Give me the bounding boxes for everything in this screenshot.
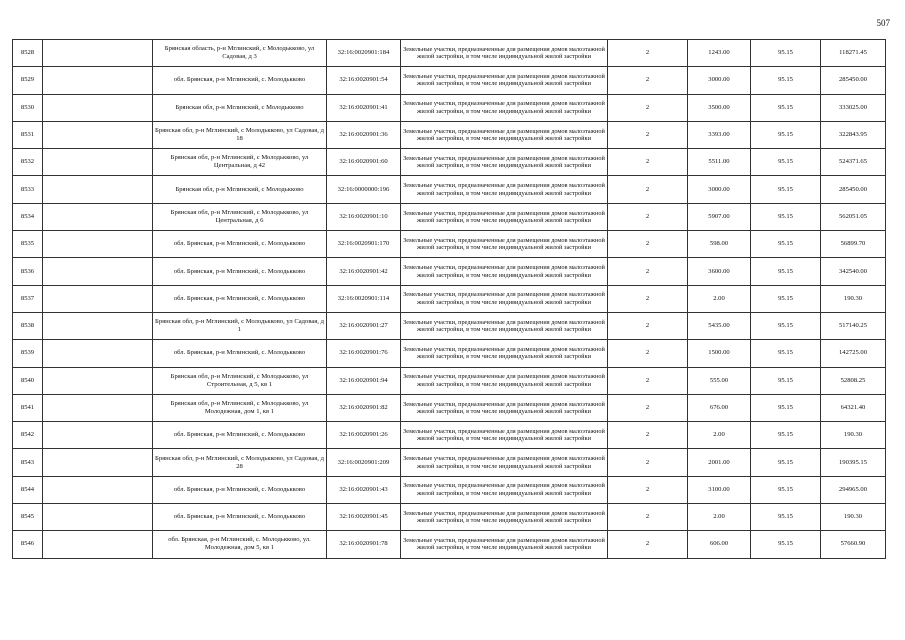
table-row xyxy=(13,340,886,367)
cadastral-number-cell: 32:16:0020901:42 xyxy=(327,258,401,285)
cadastral-number-cell: 32:16:0020901:82 xyxy=(327,394,401,421)
category-cell: 2 xyxy=(608,394,688,421)
category-cell: 2 xyxy=(608,531,688,558)
category-cell: 2 xyxy=(608,285,688,312)
cadastral-value-cell: 190.30 xyxy=(821,504,886,531)
cadastral-value-cell: 190395.15 xyxy=(821,449,886,476)
category-cell: 2 xyxy=(608,121,688,148)
area-cell: 3600.00 xyxy=(688,258,751,285)
table-row xyxy=(13,394,886,421)
address-cell: обл. Брянская, р-н Мглинский, с. Молодькково xyxy=(153,258,327,285)
blank-cell xyxy=(43,176,153,203)
row-number-cell: 8542 xyxy=(13,422,43,449)
address-cell: обл. Брянская, р-н Мглинский, с. Молодькково xyxy=(153,504,327,531)
blank-cell xyxy=(43,149,153,176)
address-cell: Брянская обл, р-н Мглинский, с Молодькково, ул Строительная, д 5, кв 1 xyxy=(153,367,327,394)
address-cell: Брянская обл, р-н Мглинский, с Молодькково, ул Садовая, д 28 xyxy=(153,449,327,476)
address-cell: обл. Брянская, р-н Мглинский, с. Молодькково xyxy=(153,476,327,503)
rate-cell: 95.15 xyxy=(751,176,821,203)
blank-cell xyxy=(43,367,153,394)
table-row xyxy=(13,121,886,148)
area-cell: 3000.00 xyxy=(688,67,751,94)
row-number-cell: 8537 xyxy=(13,285,43,312)
table-row xyxy=(13,94,886,121)
category-cell: 2 xyxy=(608,40,688,67)
cadastral-value-cell: 285450.00 xyxy=(821,67,886,94)
blank-cell xyxy=(43,422,153,449)
blank-cell xyxy=(43,449,153,476)
cadastral-number-cell: 32:16:0020901:94 xyxy=(327,367,401,394)
rate-cell: 95.15 xyxy=(751,40,821,67)
address-cell: обл. Брянская, р-н Мглинский, с. Молодькково xyxy=(153,231,327,258)
cadastral-number-cell: 32:16:0020901:78 xyxy=(327,531,401,558)
row-number-cell: 8538 xyxy=(13,312,43,339)
blank-cell xyxy=(43,312,153,339)
table-row xyxy=(13,149,886,176)
cadastral-number-cell: 32:16:0020901:41 xyxy=(327,94,401,121)
land-use-purpose-cell: Земельные участки, предназначенные для размещения домов малоэтажной жилой застройки, в том числе индивидуальной жилой застройки xyxy=(401,94,608,121)
category-cell: 2 xyxy=(608,176,688,203)
table-row xyxy=(13,422,886,449)
row-number-cell: 8539 xyxy=(13,340,43,367)
rate-cell: 95.15 xyxy=(751,531,821,558)
category-cell: 2 xyxy=(608,504,688,531)
land-use-purpose-cell: Земельные участки, предназначенные для размещения домов малоэтажной жилой застройки, в том числе индивидуальной жилой застройки xyxy=(401,285,608,312)
area-cell: 2.00 xyxy=(688,422,751,449)
table-row xyxy=(13,367,886,394)
land-use-purpose-cell: Земельные участки, предназначенные для размещения домов малоэтажной жилой застройки, в том числе индивидуальной жилой застройки xyxy=(401,203,608,230)
land-use-purpose-cell: Земельные участки, предназначенные для размещения домов малоэтажной жилой застройки, в том числе индивидуальной жилой застройки xyxy=(401,422,608,449)
row-number-cell: 8535 xyxy=(13,231,43,258)
area-cell: 2.00 xyxy=(688,285,751,312)
category-cell: 2 xyxy=(608,67,688,94)
cadastral-number-cell: 32:16:0020901:114 xyxy=(327,285,401,312)
table-row xyxy=(13,504,886,531)
blank-cell xyxy=(43,231,153,258)
row-number-cell: 8543 xyxy=(13,449,43,476)
category-cell: 2 xyxy=(608,203,688,230)
land-use-purpose-cell: Земельные участки, предназначенные для размещения домов малоэтажной жилой застройки, в том числе индивидуальной жилой застройки xyxy=(401,149,608,176)
cadastral-value-cell: 190.30 xyxy=(821,422,886,449)
table-row xyxy=(13,312,886,339)
address-cell: Брянская обл, р-н Мглинский, с Молодькково, ул Садовая, д 18 xyxy=(153,121,327,148)
row-number-cell: 8528 xyxy=(13,40,43,67)
cadastral-value-cell: 285450.00 xyxy=(821,176,886,203)
table-row xyxy=(13,176,886,203)
address-cell: Брянская обл, р-н Мглинский, с Молодькково, ул Центральная, д 6 xyxy=(153,203,327,230)
row-number-cell: 8534 xyxy=(13,203,43,230)
rate-cell: 95.15 xyxy=(751,203,821,230)
cadastral-value-cell: 64321.40 xyxy=(821,394,886,421)
row-number-cell: 8546 xyxy=(13,531,43,558)
cadastral-value-cell: 322843.95 xyxy=(821,121,886,148)
category-cell: 2 xyxy=(608,149,688,176)
rate-cell: 95.15 xyxy=(751,231,821,258)
blank-cell xyxy=(43,531,153,558)
cadastral-number-cell: 32:16:0020901:43 xyxy=(327,476,401,503)
address-cell: Брянская обл, р-н Мглинский, с Молодькково, ул Молодежная, дом 1, кв 1 xyxy=(153,394,327,421)
category-cell: 2 xyxy=(608,94,688,121)
rate-cell: 95.15 xyxy=(751,422,821,449)
table-row xyxy=(13,40,886,67)
row-number-cell: 8540 xyxy=(13,367,43,394)
row-number-cell: 8529 xyxy=(13,67,43,94)
rate-cell: 95.15 xyxy=(751,67,821,94)
cadastral-number-cell: 32:16:0020901:27 xyxy=(327,312,401,339)
rate-cell: 95.15 xyxy=(751,121,821,148)
rate-cell: 95.15 xyxy=(751,312,821,339)
table-row xyxy=(13,231,886,258)
cadastral-value-cell: 118271.45 xyxy=(821,40,886,67)
area-cell: 3000.00 xyxy=(688,176,751,203)
land-use-purpose-cell: Земельные участки, предназначенные для размещения домов малоэтажной жилой застройки, в том числе индивидуальной жилой застройки xyxy=(401,67,608,94)
land-use-purpose-cell: Земельные участки, предназначенные для размещения домов малоэтажной жилой застройки, в том числе индивидуальной жилой застройки xyxy=(401,449,608,476)
rate-cell: 95.15 xyxy=(751,149,821,176)
land-use-purpose-cell: Земельные участки, предназначенные для размещения домов малоэтажной жилой застройки, в том числе индивидуальной жилой застройки xyxy=(401,340,608,367)
address-cell: Брянская обл, р-н Мглинский, с Молодькково xyxy=(153,94,327,121)
registry-table-body xyxy=(13,40,886,559)
rate-cell: 95.15 xyxy=(751,394,821,421)
area-cell: 555.00 xyxy=(688,367,751,394)
address-cell: обл. Брянская, р-н Мглинский, с. Молодькково, ул. Молодежная, дом 5, кв 1 xyxy=(153,531,327,558)
land-use-purpose-cell: Земельные участки, предназначенные для размещения домов малоэтажной жилой застройки, в том числе индивидуальной жилой застройки xyxy=(401,176,608,203)
cadastral-value-cell: 294965.00 xyxy=(821,476,886,503)
cadastral-value-cell: 517140.25 xyxy=(821,312,886,339)
cadastral-number-cell: 32:16:0020901:45 xyxy=(327,504,401,531)
row-number-cell: 8545 xyxy=(13,504,43,531)
blank-cell xyxy=(43,285,153,312)
address-cell: Брянская обл, р-н Мглинский, с Молодькково, ул Центральная, д 42 xyxy=(153,149,327,176)
area-cell: 5511.00 xyxy=(688,149,751,176)
area-cell: 1500.00 xyxy=(688,340,751,367)
cadastral-value-cell: 562051.05 xyxy=(821,203,886,230)
area-cell: 2001.00 xyxy=(688,449,751,476)
cadastral-value-cell: 333025.00 xyxy=(821,94,886,121)
blank-cell xyxy=(43,94,153,121)
blank-cell xyxy=(43,258,153,285)
blank-cell xyxy=(43,394,153,421)
cadastral-value-cell: 57660.90 xyxy=(821,531,886,558)
category-cell: 2 xyxy=(608,367,688,394)
address-cell: обл. Брянская, р-н Мглинский, с. Молодькково xyxy=(153,67,327,94)
table-row xyxy=(13,67,886,94)
blank-cell xyxy=(43,476,153,503)
area-cell: 1243.00 xyxy=(688,40,751,67)
address-cell: Брянская обл, р-н Мглинский, с Молодькково xyxy=(153,176,327,203)
area-cell: 598.00 xyxy=(688,231,751,258)
area-cell: 5435.00 xyxy=(688,312,751,339)
table-row xyxy=(13,531,886,558)
row-number-cell: 8530 xyxy=(13,94,43,121)
land-use-purpose-cell: Земельные участки, предназначенные для размещения домов малоэтажной жилой застройки, в том числе индивидуальной жилой застройки xyxy=(401,394,608,421)
category-cell: 2 xyxy=(608,231,688,258)
category-cell: 2 xyxy=(608,476,688,503)
land-use-purpose-cell: Земельные участки, предназначенные для размещения домов малоэтажной жилой застройки, в том числе индивидуальной жилой застройки xyxy=(401,476,608,503)
area-cell: 5907.00 xyxy=(688,203,751,230)
blank-cell xyxy=(43,504,153,531)
page-number: 507 xyxy=(876,18,890,28)
cadastral-number-cell: 32:16:0020901:184 xyxy=(327,40,401,67)
land-use-purpose-cell: Земельные участки, предназначенные для размещения домов малоэтажной жилой застройки, в том числе индивидуальной жилой застройки xyxy=(401,312,608,339)
category-cell: 2 xyxy=(608,422,688,449)
table-row xyxy=(13,258,886,285)
row-number-cell: 8531 xyxy=(13,121,43,148)
rate-cell: 95.15 xyxy=(751,285,821,312)
cadastral-value-cell: 190.30 xyxy=(821,285,886,312)
rate-cell: 95.15 xyxy=(751,449,821,476)
rate-cell: 95.15 xyxy=(751,504,821,531)
cadastral-value-cell: 52808.25 xyxy=(821,367,886,394)
row-number-cell: 8544 xyxy=(13,476,43,503)
category-cell: 2 xyxy=(608,340,688,367)
cadastral-value-cell: 524371.65 xyxy=(821,149,886,176)
table-row xyxy=(13,476,886,503)
table-row xyxy=(13,203,886,230)
table-row xyxy=(13,449,886,476)
land-use-purpose-cell: Земельные участки, предназначенные для размещения домов малоэтажной жилой застройки, в том числе индивидуальной жилой застройки xyxy=(401,40,608,67)
area-cell: 3100.00 xyxy=(688,476,751,503)
cadastral-value-cell: 142725.00 xyxy=(821,340,886,367)
row-number-cell: 8532 xyxy=(13,149,43,176)
cadastral-number-cell: 32:16:0020901:54 xyxy=(327,67,401,94)
area-cell: 676.00 xyxy=(688,394,751,421)
cadastral-number-cell: 32:16:0020901:10 xyxy=(327,203,401,230)
cadastral-number-cell: 32:16:0020901:26 xyxy=(327,422,401,449)
row-number-cell: 8533 xyxy=(13,176,43,203)
address-cell: Брянская обл, р-н Мглинский, с Молодькково, ул Садовая, д 1 xyxy=(153,312,327,339)
land-use-purpose-cell: Земельные участки, предназначенные для размещения домов малоэтажной жилой застройки, в том числе индивидуальной жилой застройки xyxy=(401,504,608,531)
category-cell: 2 xyxy=(608,312,688,339)
row-number-cell: 8536 xyxy=(13,258,43,285)
blank-cell xyxy=(43,40,153,67)
cadastral-number-cell: 32:16:0020901:209 xyxy=(327,449,401,476)
land-use-purpose-cell: Земельные участки, предназначенные для размещения домов малоэтажной жилой застройки, в том числе индивидуальной жилой застройки xyxy=(401,531,608,558)
blank-cell xyxy=(43,340,153,367)
rate-cell: 95.15 xyxy=(751,476,821,503)
address-cell: обл. Брянская, р-н Мглинский, с. Молодькково xyxy=(153,340,327,367)
area-cell: 3393.00 xyxy=(688,121,751,148)
land-use-purpose-cell: Земельные участки, предназначенные для размещения домов малоэтажной жилой застройки, в том числе индивидуальной жилой застройки xyxy=(401,258,608,285)
address-cell: обл. Брянская, р-н Мглинский, с. Молодькково xyxy=(153,285,327,312)
area-cell: 606.00 xyxy=(688,531,751,558)
rate-cell: 95.15 xyxy=(751,94,821,121)
cadastral-number-cell: 32:16:0020901:76 xyxy=(327,340,401,367)
area-cell: 3500.00 xyxy=(688,94,751,121)
rate-cell: 95.15 xyxy=(751,340,821,367)
table-row xyxy=(13,285,886,312)
rate-cell: 95.15 xyxy=(751,367,821,394)
row-number-cell: 8541 xyxy=(13,394,43,421)
blank-cell xyxy=(43,203,153,230)
cadastral-number-cell: 32:16:0020901:36 xyxy=(327,121,401,148)
land-registry-table xyxy=(12,39,886,559)
cadastral-number-cell: 32:16:0020901:60 xyxy=(327,149,401,176)
rate-cell: 95.15 xyxy=(751,258,821,285)
land-use-purpose-cell: Земельные участки, предназначенные для размещения домов малоэтажной жилой застройки, в том числе индивидуальной жилой застройки xyxy=(401,367,608,394)
land-use-purpose-cell: Земельные участки, предназначенные для размещения домов малоэтажной жилой застройки, в том числе индивидуальной жилой застройки xyxy=(401,231,608,258)
category-cell: 2 xyxy=(608,449,688,476)
category-cell: 2 xyxy=(608,258,688,285)
cadastral-value-cell: 56899.70 xyxy=(821,231,886,258)
blank-cell xyxy=(43,121,153,148)
cadastral-value-cell: 342540.00 xyxy=(821,258,886,285)
area-cell: 2.00 xyxy=(688,504,751,531)
address-cell: Брянская область, р-н Мглинский, с Молодькково, ул Садовая, д 3 xyxy=(153,40,327,67)
cadastral-number-cell: 32:16:0000000:196 xyxy=(327,176,401,203)
land-use-purpose-cell: Земельные участки, предназначенные для размещения домов малоэтажной жилой застройки, в том числе индивидуальной жилой застройки xyxy=(401,121,608,148)
blank-cell xyxy=(43,67,153,94)
address-cell: обл. Брянская, р-н Мглинский, с. Молодькково xyxy=(153,422,327,449)
cadastral-number-cell: 32:16:0020901:170 xyxy=(327,231,401,258)
